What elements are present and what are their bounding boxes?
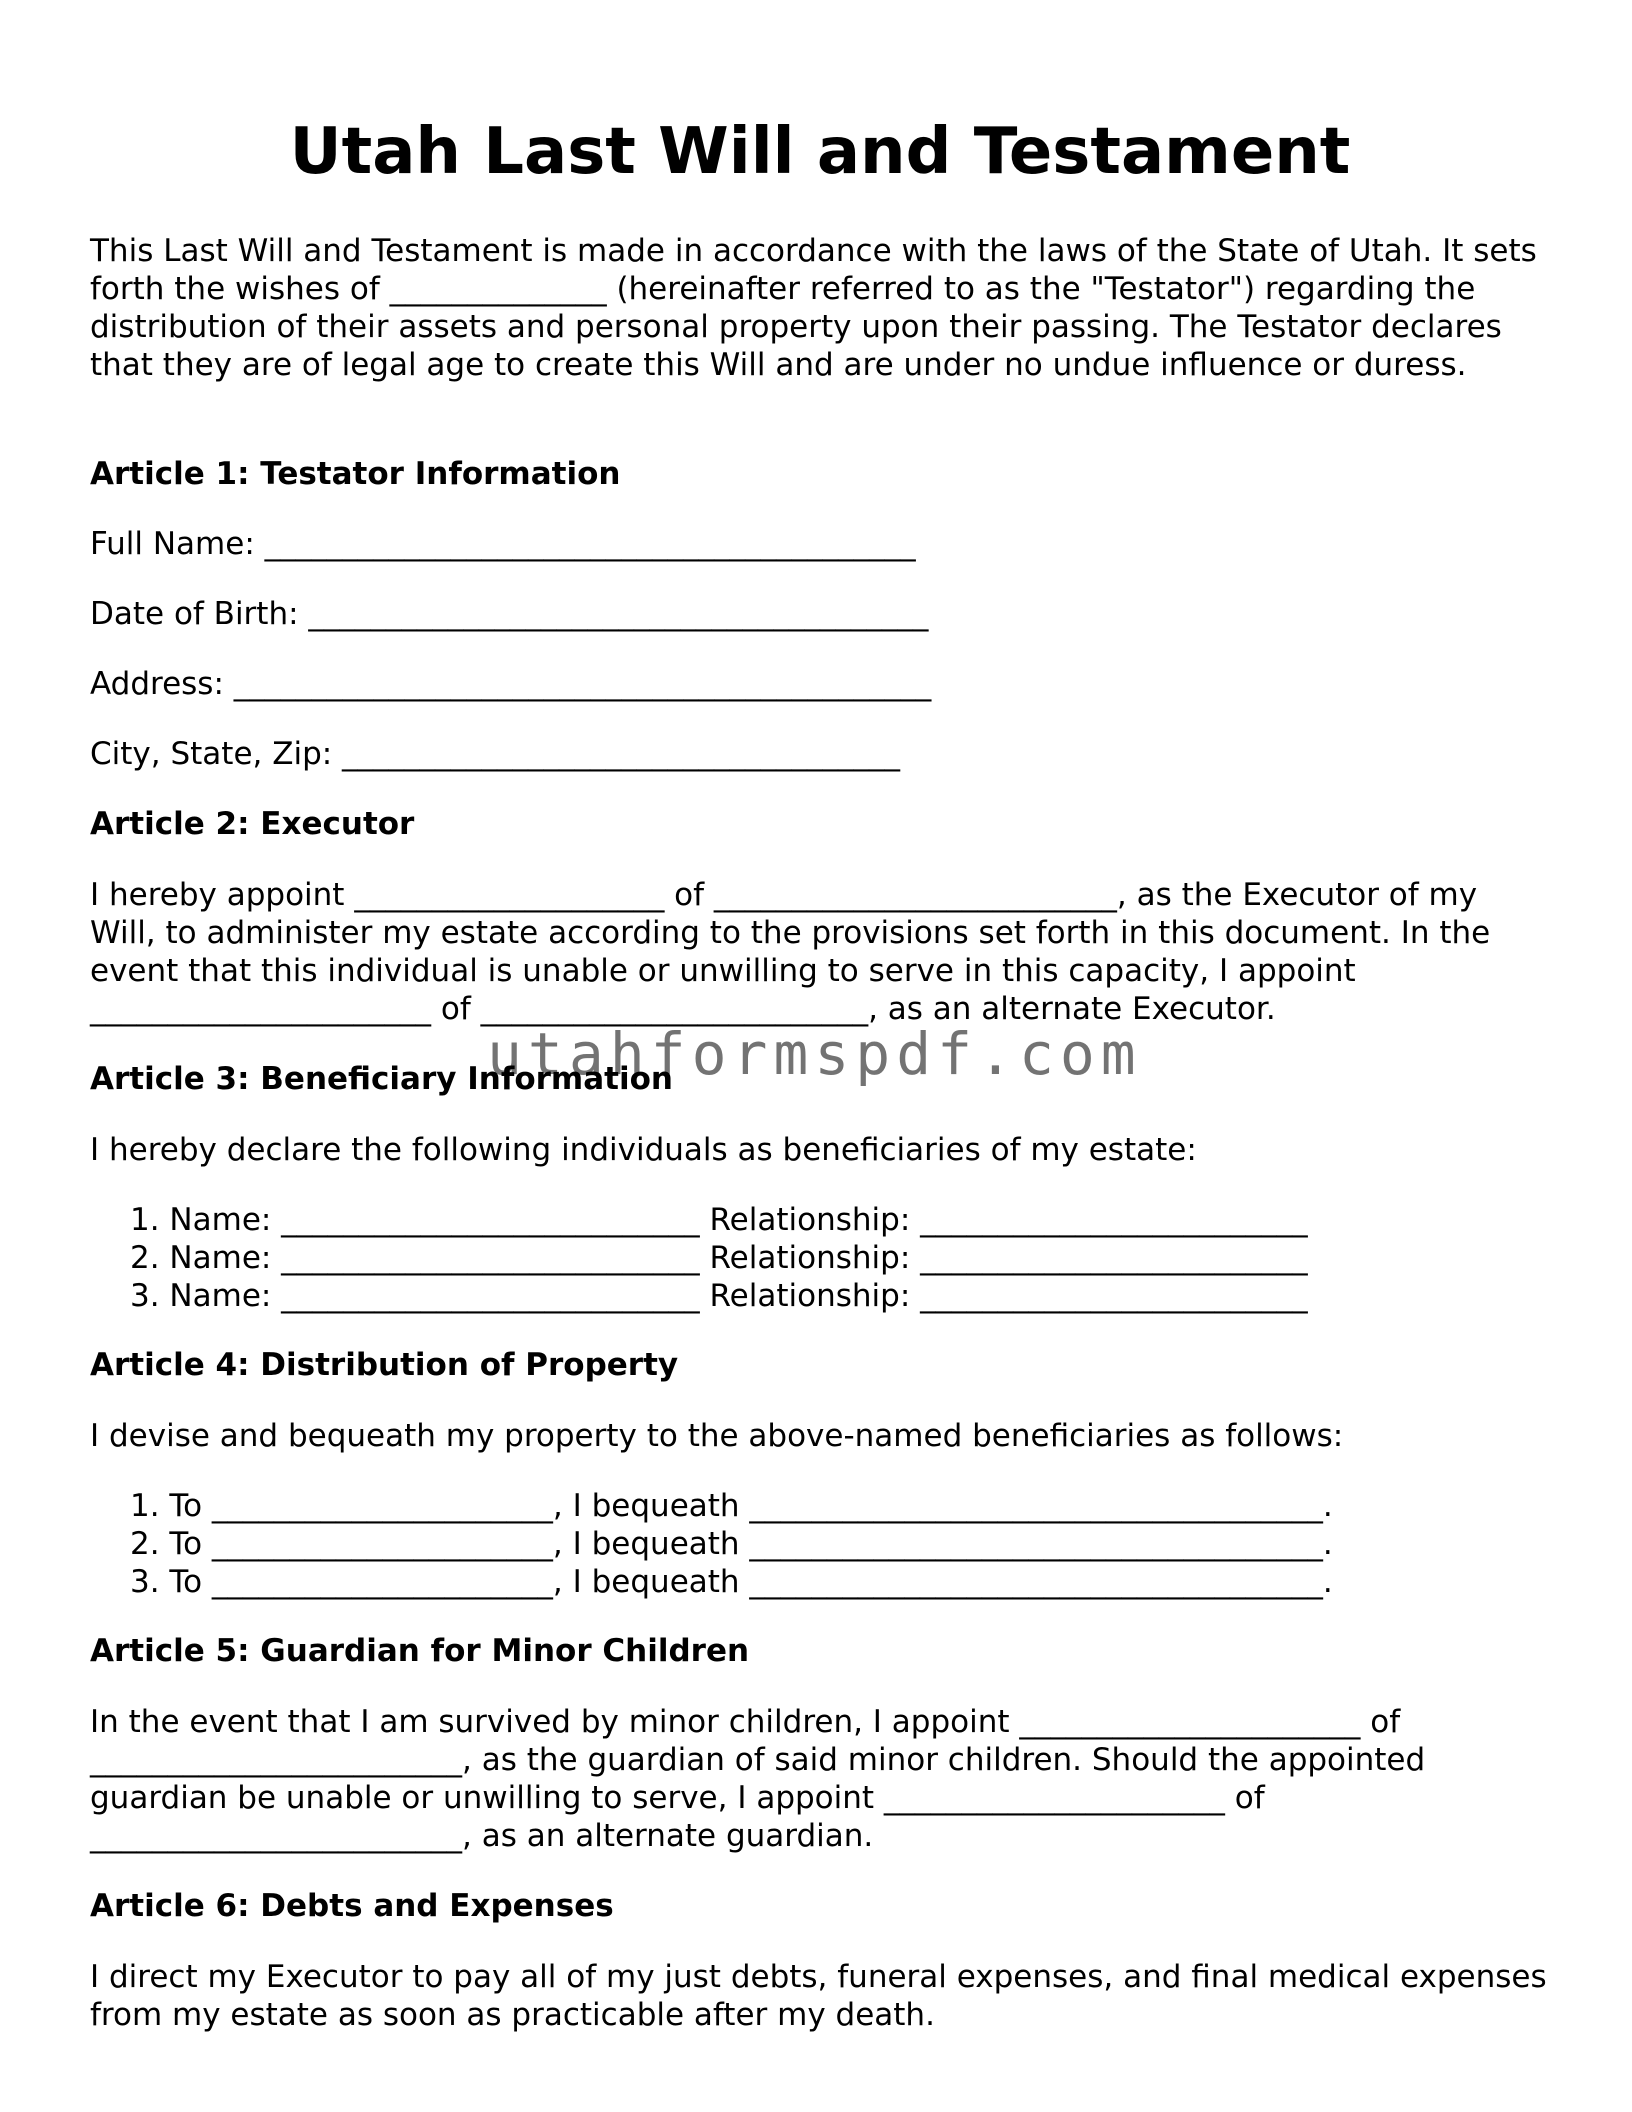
- article-5-text: In the event that I am survived by minor children, I appoint ______________________ of ________________________, as the guardian of said minor children. Should the appointed guardian be unable or unwilling to serve, I appoint ______________________ of ________________________, as an alternate guardian.: [90, 1704, 1426, 1854]
- date-of-birth-field: Date of Birth: ________________________________________: [90, 596, 929, 632]
- article-3-heading: Article 3: Beneficiary Information: [90, 1061, 673, 1097]
- beneficiary-item: 1. Name: ___________________________ Relationship: _________________________: [130, 1202, 1308, 1238]
- watermark: utahformspdf.com: [487, 1020, 1142, 1088]
- article-3-intro: I hereby declare the following individuals as beneficiaries of my estate:: [90, 1132, 1197, 1168]
- article-1-heading: Article 1: Testator Information: [90, 456, 621, 492]
- bequest-item: 1. To ______________________, I bequeath _____________________________________.: [130, 1488, 1333, 1524]
- article-5-heading: Article 5: Guardian for Minor Children: [90, 1633, 750, 1669]
- article-6-text: I direct my Executor to pay all of my just debts, funeral expenses, and final medical expenses from my estate as soon as practicable after my death.: [90, 1959, 1547, 2033]
- bequest-item: 3. To ______________________, I bequeath _____________________________________.: [130, 1564, 1333, 1600]
- full-name-field: Full Name: __________________________________________: [90, 526, 916, 562]
- beneficiary-item: 3. Name: ___________________________ Relationship: _________________________: [130, 1278, 1308, 1314]
- intro-paragraph: This Last Will and Testament is made in accordance with the laws of the State of Utah. It sets forth the wishes of ______________ (hereinafter referred to as the "Testator") regarding the distribution of their assets and personal property upon their passing. The Testator declares that they are of legal age to create this Will and are under no undue influence or duress.: [90, 233, 1537, 383]
- bequest-item: 2. To ______________________, I bequeath _____________________________________.: [130, 1526, 1333, 1562]
- beneficiary-item: 2. Name: ___________________________ Relationship: _________________________: [130, 1240, 1308, 1276]
- article-2-heading: Article 2: Executor: [90, 806, 415, 842]
- article-2-text: I hereby appoint ____________________ of __________________________, as the Executor of my Will, to administer my estate according to the provisions set forth in this document. In the event that this individual is unable or unwilling to serve in this capacity, I appoint ______________________ of _________________________, as an alternate Executor.: [90, 877, 1491, 1027]
- article-6-heading: Article 6: Debts and Expenses: [90, 1888, 614, 1924]
- document-title: Utah Last Will and Testament: [289, 115, 1351, 189]
- article-4-heading: Article 4: Distribution of Property: [90, 1347, 679, 1383]
- city-state-zip-field: City, State, Zip: ____________________________________: [90, 736, 901, 772]
- address-field: Address: _____________________________________________: [90, 666, 932, 702]
- article-4-intro: I devise and bequeath my property to the above-named beneficiaries as follows:: [90, 1418, 1344, 1454]
